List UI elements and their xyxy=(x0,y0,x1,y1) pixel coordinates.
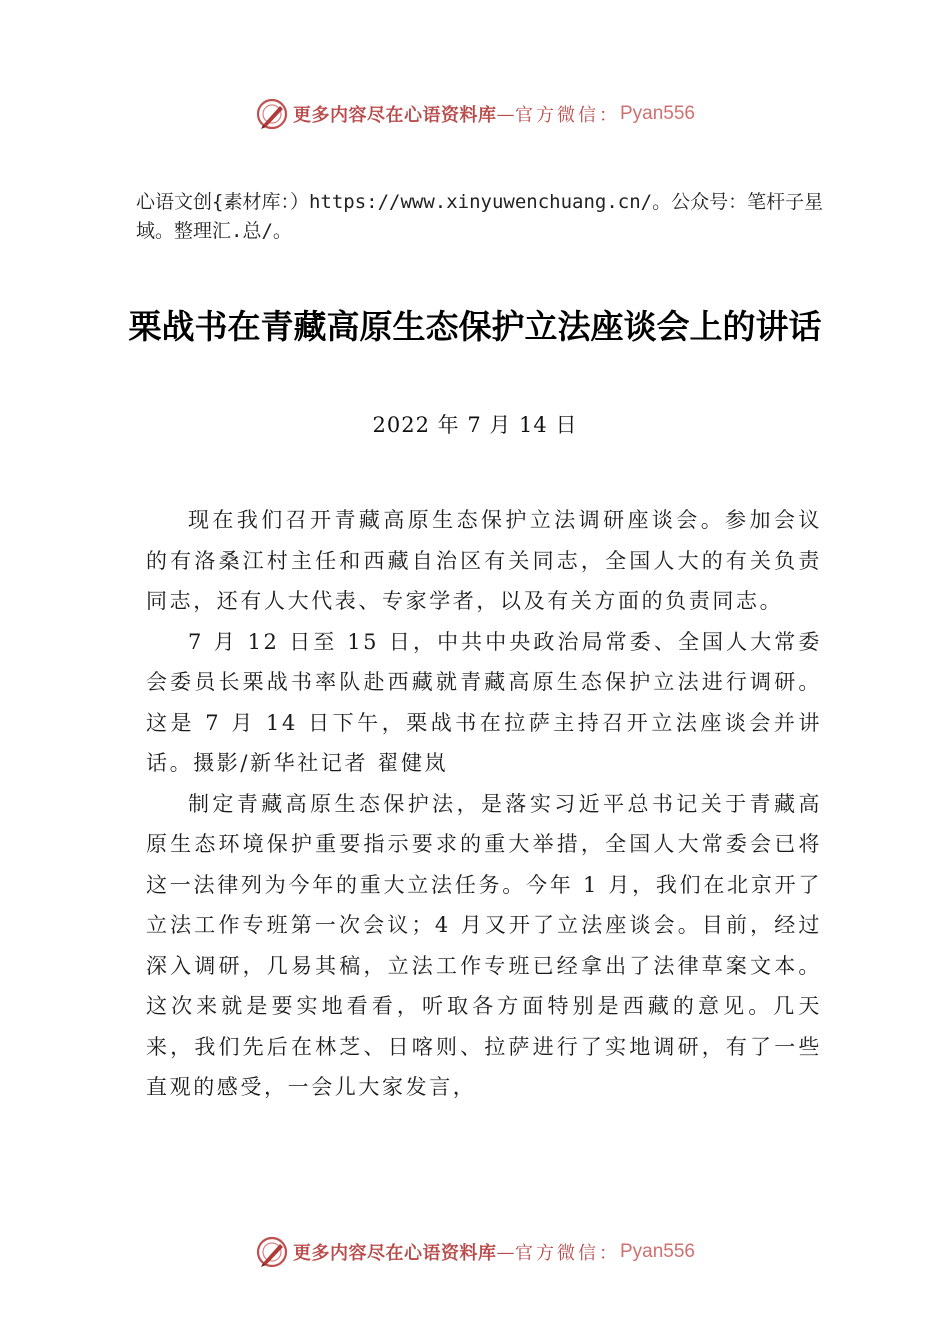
source-line: 心语文创{素材库：）https://www.xinyuwenchuang.cn/。公众号：笔杆子星域。整理汇.总/。 xyxy=(136,191,824,242)
paragraph: 制定青藏高原生态保护法，是落实习近平总书记关于青藏高原生态环境保护重要指示要求的重大举措，全国人大常委会已将这一法律列为今年的重大立法任务。今年 1 月，我们在北京开了立法工作专班第一次会议；4 月又开了立法座谈会。目前，经过深入调研，几易其稿，立法工作专班已经拿出了法律草案文本。这次来就是要实地看看，听取各方面特别是西藏的意见。几天来，我们先后在林芝、日喀则、拉萨进行了实地调研，有了一些直观的感受，一会儿大家发言， xyxy=(146,791,822,1099)
watermark-wechat-label: 官方微信： xyxy=(514,105,620,126)
watermark-dash: — xyxy=(496,103,515,125)
header-watermark xyxy=(0,94,950,134)
watermark-wechat-id: Pyan556 xyxy=(619,1241,695,1262)
paragraph: 7 月 12 日至 15 日，中共中央政治局常委、全国人大常委会委员长栗战书率队赴西藏就青藏高原生态保护立法进行调研。这是 7 月 14 日下午，栗战书在拉萨主持召开立法座谈会并讲话。摄影/新华社记者 翟健岚 xyxy=(146,629,822,775)
watermark-main-text: 更多内容尽在心语资料库 xyxy=(292,1243,497,1264)
watermark-wechat-id: Pyan556 xyxy=(619,103,695,124)
watermark-dash: — xyxy=(496,1241,515,1263)
pen-logo-icon xyxy=(255,1235,289,1269)
pen-logo-icon xyxy=(255,97,289,131)
watermark-wechat-label: 官方微信： xyxy=(514,1243,620,1264)
watermark-main-text: 更多内容尽在心语资料库 xyxy=(292,105,497,126)
document-date: 2022 年 7 月 14 日 xyxy=(372,413,578,437)
document-title: 栗战书在青藏高原生态保护立法座谈会上的讲话 xyxy=(128,307,822,346)
paragraph: 现在我们召开青藏高原生态保护立法调研座谈会。参加会议的有洛桑江村主任和西藏自治区有关同志，全国人大的有关负责同志，还有人大代表、专家学者，以及有关方面的负责同志。 xyxy=(146,508,822,613)
footer-watermark xyxy=(0,1232,950,1272)
document-body xyxy=(146,500,822,1108)
